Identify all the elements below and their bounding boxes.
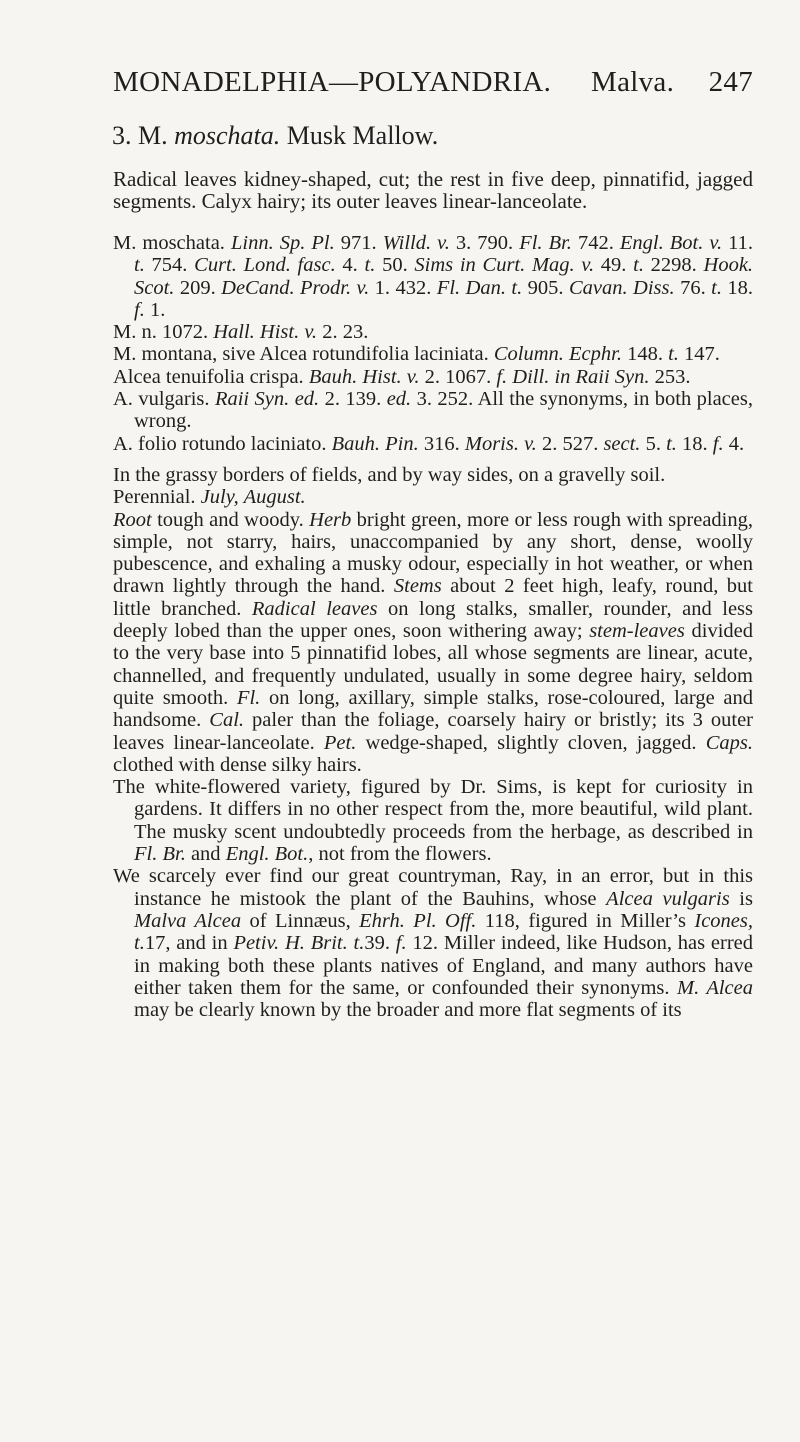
italic-run: Linn. Sp. Pl. (230, 232, 335, 254)
italic-run: Cavan. Diss. (568, 276, 675, 299)
italic-run: Fl. Br. (134, 843, 186, 866)
italic-run: Radical leaves (251, 597, 378, 620)
italic-run: Petiv. H. Brit. t. (233, 932, 365, 955)
duration-line (113, 486, 753, 508)
species-genus-abbrev: M. (138, 121, 168, 150)
italic-run: Column. Ecphr. (493, 343, 622, 366)
italic-run: Engl. Bot. (225, 843, 309, 866)
italic-run: f. (712, 432, 724, 455)
duration-text: Perennial. (113, 486, 196, 509)
note-ray-error: We scarcely ever find our great countryman, Ray, in an error, but in this instance he mistook the plant of the Bauhins, whose Alcea vulgaris is Malva Alcea of Linnæus, Ehrh. Pl. Off. 118, figured in Miller’s Icones, t.17, and in Petiv. H. Brit. t.39. f. 12. Miller indeed, like Hudson, has erred in making both these plants natives of England, and many authors have either taken them for the same, or confounded their synonyms. M. Alcea may be clearly known by the broader and more flat segments of its (113, 865, 754, 1022)
italic-run: Sims in Curt. Mag. v. (414, 254, 595, 277)
italic-run: t. (668, 343, 679, 366)
italic-run: f. (496, 365, 508, 388)
italic-run: Cal. (209, 709, 245, 732)
italic-run: M. Alcea (677, 976, 754, 999)
italic-run: t. (633, 254, 644, 277)
entry-body (113, 168, 753, 1021)
synonym-entry: A. folio rotundo laciniato. Bauh. Pin. 316. Moris. v. 2. 527. sect. 5. t. 18. f. 4. (113, 432, 745, 455)
species-number: 3. (112, 121, 132, 150)
italic-run: Root (113, 508, 152, 531)
note-white-variety: The white-flowered variety, figured by Dr. Sims, is kept for curiosity in gardens. It differs in no other respect from the, more beautiful, wild plant. The musky scent undoubtedly proceeds from the herbage, as described in Fl. Br. and Engl. Bot., not from the flowers. (113, 776, 753, 866)
italic-run: t. (134, 254, 145, 277)
italic-run: Fl. Br. (519, 232, 572, 254)
habitat-paragraph: In the grassy borders of fields, and by way sides, on a gravelly soil. (113, 463, 666, 486)
italic-run: Pet. (323, 731, 357, 754)
italic-run: t. (364, 254, 376, 277)
synonym-entry: Alcea tenuifolia crispa. Bauh. Hist. v. 2. 1067. f. Dill. in Raii Syn. 253. (113, 365, 691, 388)
italic-run: Moris. v. (464, 432, 537, 455)
italic-run: sect. (603, 432, 641, 455)
italic-run: f. (395, 932, 407, 955)
italic-run: Malva Alcea (134, 909, 242, 932)
italic-run: Ehrh. Pl. Off. (359, 909, 477, 932)
header-class-order: MONADELPHIA—POLYANDRIA. (113, 66, 552, 98)
italic-run: Alcea vulgaris (606, 887, 730, 910)
italic-run: stem-leaves (589, 620, 685, 643)
italic-run: Hall. Hist. v. (213, 321, 318, 344)
italic-run: Fl. Dan. t. (436, 276, 523, 299)
italic-run: Curt. Lond. fasc. (194, 254, 336, 277)
species-epithet: moschata. (174, 121, 281, 150)
description-paragraph: Root tough and woody. Herb bright green, more or less rough with spreading, simple, not starry, hairs, unaccompanied by any short, dense, woolly pubescence, and exhaling a musky odour, especially in hot weather, or when drawn lightly through the hand. Stems about 2 feet high, leafy, round, but little branched. Radical leaves on long stalks, smaller, rounder, and less deeply lobed than the upper ones, soon withering away; stem-leaves divided to the very base into 5 pinnatifid lobes, all whose segments are linear, acute, channelled, and frequently undulated, usually in some degree hairy, seldom quite smooth. Fl. on long, axillary, simple stalks, rose-coloured, large and handsome. Cal. paler than the foliage, coarsely hairy or bristly; its 3 outer leaves linear-lanceolate. Pet. wedge-shaped, slightly cloven, jagged. Caps. clothed with dense silky hairs. (113, 508, 754, 776)
italic-run: Bauh. Hist. v. (308, 365, 420, 388)
flowering-months: July, August. (200, 486, 306, 509)
italic-run: Raii Syn. ed. (214, 388, 320, 411)
italic-run: Stems (393, 575, 442, 598)
specific-character: Radical leaves kidney-shaped, cut; the rest in five deep, pinnatifid, jagged segments. Calyx hairy; its outer leaves linear-lanceolate. (113, 167, 753, 213)
italic-run: f. (134, 298, 145, 321)
italic-run: Hook. Scot. (134, 254, 754, 299)
italic-run: Engl. Bot. v. (619, 232, 723, 254)
italic-run: Herb (309, 508, 352, 531)
italic-run: t. (666, 432, 677, 455)
italic-run: Caps. (705, 731, 753, 754)
synonym-entry: M. montana, sive Alcea rotundifolia laciniata. Column. Ecphr. 148. t. 147. (113, 343, 720, 366)
italic-run: Dill. in Raii Syn. (512, 365, 650, 388)
running-header (113, 66, 753, 110)
synonym-entry: M. moschata. Linn. Sp. Pl. 971. Willd. v. 3. 790. Fl. Br. 742. Engl. Bot. v. 11. t. 754. Curt. Lond. fasc. 4. t. 50. Sims in Curt. Mag. v. 49. t. 2298. Hook. Scot. 209. DeCand. Prodr. v. 1. 432. Fl. Dan. t. 905. Cavan. Diss. 76. t. 18. f. 1. (113, 232, 754, 321)
italic-run: DeCand. Prodr. v. (221, 276, 370, 299)
synonym-list (113, 232, 753, 455)
italic-run: Fl. (236, 686, 261, 709)
synonym-entry: A. vulgaris. Raii Syn. ed. 2. 139. ed. 3. 252. All the synonyms, in both places, wrong. (113, 388, 753, 433)
page-number: 247 (708, 66, 753, 98)
species-heading (112, 121, 438, 151)
synonym-entry: M. n. 1072. Hall. Hist. v. 2. 23. (113, 321, 369, 344)
header-genus: Malva. (591, 66, 675, 98)
species-common-name: Musk Mallow. (286, 121, 439, 150)
italic-run: t. (711, 276, 722, 299)
italic-run: Willd. v. (382, 232, 450, 254)
italic-run: ed. (386, 388, 412, 411)
italic-run: Bauh. Pin. (331, 432, 419, 455)
italic-run: Icones, t. (134, 909, 754, 955)
